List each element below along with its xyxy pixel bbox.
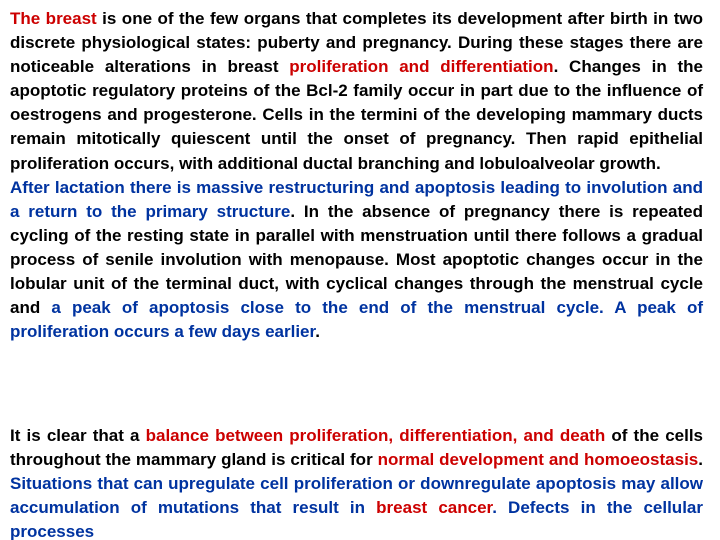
text-segment: . In the absence of pregnancy there is repeated cycling of the resting state in parallel with menstruation until there follows a gradual process of senile involution with menopause. Most apoptotic changes occur in the lobular unit of the terminal duct, with cyclical changes through the menstrual cycle and [10, 201, 703, 318]
text-segment: balance between proliferation, differentiation, and death [145, 426, 606, 445]
paragraph-breast-development [10, 9, 703, 173]
text-segment: . Changes in the apoptotic regulatory proteins of the Bcl-2 family occur in part due to the influence of oestrogens and progesterone. Cells in the termini of the developing mammary ducts remain mitotically quiescent until the onset of pregnancy. Then rapid epithelial proliferation occurs, with additional ductal branching and lobuloalveolar growth. [10, 57, 704, 173]
text-segment: It is clear that a [10, 426, 146, 445]
text-segment: . Defects in the cellular processes [10, 498, 703, 540]
paragraph-lactation-involution [10, 178, 703, 342]
text-segment: After lactation there is massive restructuring and apoptosis leading to involution and a return to the primary structure [10, 177, 703, 221]
text-segment: normal development and homoeostasis [377, 450, 699, 470]
paragraph-balance-cancer [10, 424, 703, 540]
text-segment: . [315, 322, 320, 342]
text-segment: a peak of apoptosis close to the end of the menstrual cycle. A peak of proliferation occurs a few days earlier [10, 298, 704, 342]
text-segment: of the cells throughout the mammary gland is critical for [10, 426, 704, 470]
text-segment: breast cancer [376, 498, 493, 518]
text-segment: The breast [10, 9, 97, 28]
text-segment: proliferation and differentiation [289, 57, 554, 77]
text-segment: . [698, 450, 703, 470]
text-segment: is one of the few organs that completes its development after birth in two discrete physiological states: puberty and pregnancy. During these stages there are noticeable alterations in breast [10, 9, 703, 77]
text-body-top [10, 7, 703, 344]
text-segment: Situations that can upregulate cell proliferation or downregulate apoptosis may allow accumulation of mutations that result in [10, 474, 703, 518]
